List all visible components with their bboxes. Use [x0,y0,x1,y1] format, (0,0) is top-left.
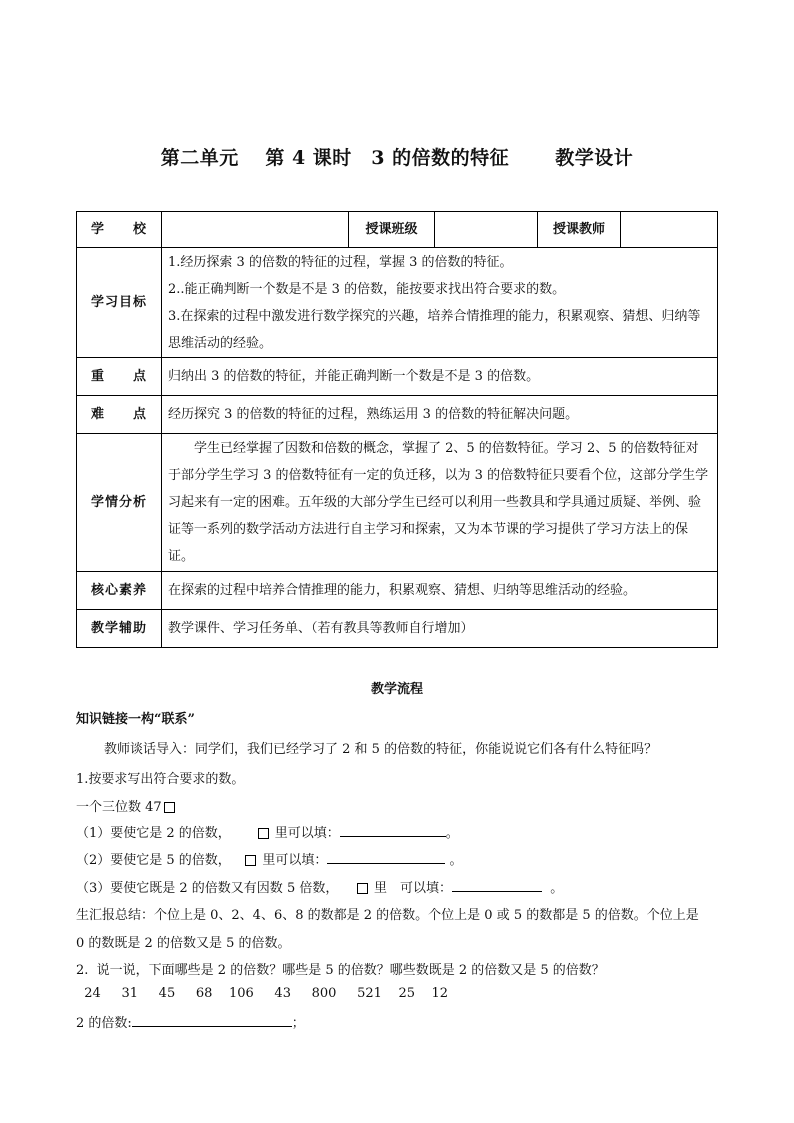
section-heading: 知识链接一构“联系” [76,712,195,727]
question-2: 2. 说一说，下面哪些是 2 的倍数？哪些是 5 的倍数？哪些数既是 2 的倍数又是 5 的倍数？ [76,963,605,978]
aids-text: 教学课件、学习任务单、（若有教具等教师自行增加） [162,610,718,648]
answer-line: 2 的倍数: ； [76,1016,305,1031]
school-value [162,212,349,248]
lesson-info-table [76,211,718,648]
difficult-point-label: 难 点 [77,396,162,434]
fill-item-1: （1）要使它是 2 的倍数， 里可以填： 。 [76,826,459,841]
table-row [77,610,718,648]
number-list: 24 31 45 68 106 43 800 521 25 12 [76,986,449,1001]
objective-item: 2..能正确判断一个数是不是 3 的倍数，能按要求找出符合要求的数。 [168,281,566,297]
summary-line-1: 生汇报总结：个位上是 0、2、4、6、8 的数都是 2 的倍数。个位上是 0 或 5 的数都是 5 的倍数。个位上是 [76,908,699,923]
analysis-text: 学生已经掌握了因数和倍数的概念，掌握了 2、5 的倍数特征。学习 2、5 的倍数特征对于部分学生学习 3 的倍数特征有一定的负迁移，以为 3 的倍数特征只要看个位，这部分学生学习起来有一定的困难。五年级的大部分学生已经可以利用一些教具和学具通过质疑、举例、验证等一系列的数学活动方法进行自主学习和探索，又为本节课的学习提供了学习方法上的保证。 [162,434,718,572]
fill-item-2: （2）要使它是 5 的倍数， 里可以填： 。 [76,853,463,868]
literacy-label: 核心素养 [77,572,162,610]
blank-box-icon [258,828,269,839]
literacy-text: 在探索的过程中培养合情推理的能力，积累观察、猜想、归纳等思维活动的经验。 [162,572,718,610]
blank-box-icon [164,802,175,813]
table-row [77,572,718,610]
objectives-cell [162,248,718,358]
key-point-text: 归纳出 3 的倍数的特征，并能正确判断一个数是不是 3 的倍数。 [162,358,718,396]
fill-item-3: （3）要使它既是 2 的倍数又有因数 5 倍数， 里 可以填： 。 [76,881,564,896]
class-value [435,212,538,248]
school-label: 学 校 [77,212,162,248]
class-label: 授课班级 [349,212,435,248]
difficult-point-text: 经历探究 3 的倍数的特征的过程，熟练运用 3 的倍数的特征解决问题。 [162,396,718,434]
table-row [77,212,718,248]
answer-blank[interactable] [452,879,542,892]
document-title: 第二单元 第 4 课时 3 的倍数的特征 教学设计 [160,147,634,169]
teacher-value [621,212,718,248]
table-row [77,358,718,396]
blank-box-icon [245,855,256,866]
answer-blank[interactable] [132,1014,292,1027]
teacher-label: 授课教师 [538,212,621,248]
question-1: 1.按要求写出符合要求的数。 [76,772,245,787]
aids-label: 教学辅助 [77,610,162,648]
answer-blank[interactable] [327,851,445,864]
analysis-label: 学情分析 [77,434,162,572]
key-point-label: 重 点 [77,358,162,396]
number-prompt: 一个三位数 47 [76,796,177,815]
intro-text: 教师谈话导入：同学们，我们已经学习了 2 和 5 的倍数的特征，你能说说它们各有什么特征吗？ [104,742,658,757]
table-row [77,396,718,434]
objective-item: 3.在探索的过程中激发进行数学探究的兴趣，培养合情推理的能力，积累观察、猜想、归纳等思维活动的经验。 [168,308,701,351]
objectives-label: 学习目标 [77,248,162,358]
table-row [77,434,718,572]
objective-item: 1.经历探索 3 的倍数的特征的过程，掌握 3 的倍数的特征。 [168,254,513,270]
flow-heading: 教学流程 [370,682,423,697]
answer-blank[interactable] [340,824,446,837]
table-row [77,248,718,358]
summary-line-2: 0 的数既是 2 的倍数又是 5 的倍数。 [76,936,291,951]
blank-box-icon [357,883,368,894]
